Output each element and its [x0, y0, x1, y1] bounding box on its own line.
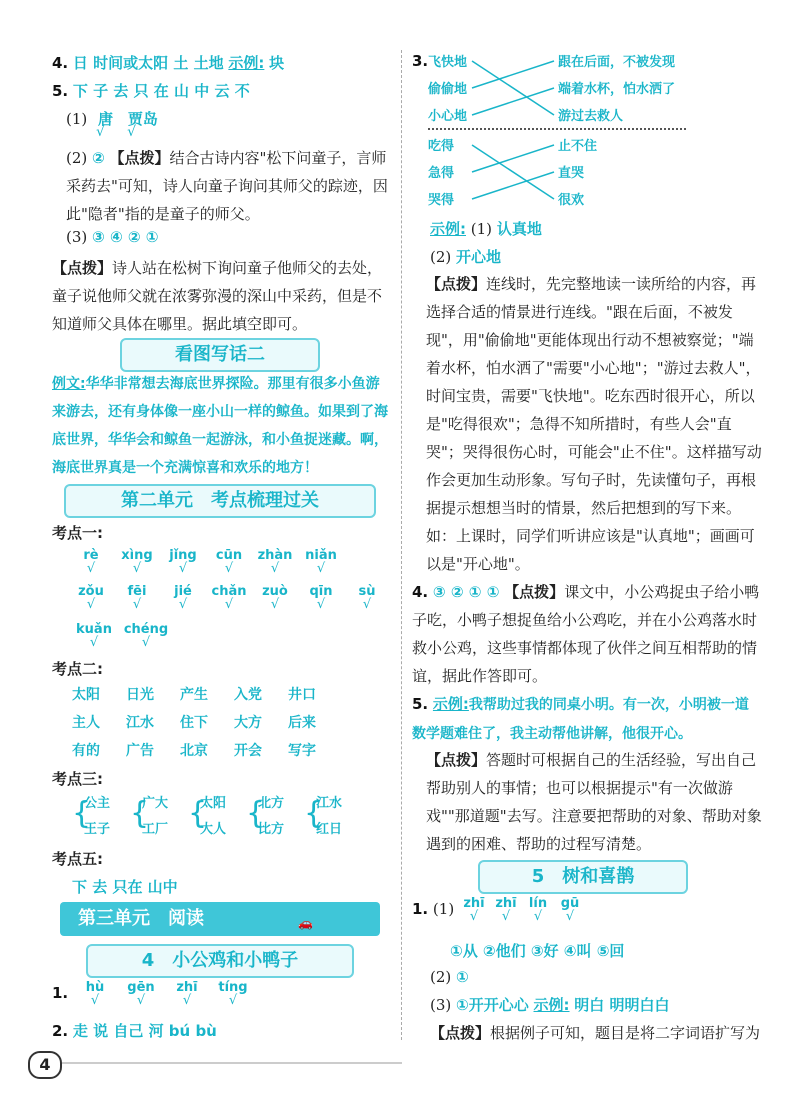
q5-2-tip-text: 结合古诗内容"松下问童子，言师采药去"可知，诗人向童子询问其师父的踪迹，因此"隐者"指的是童子的师父。 [66, 149, 388, 223]
r1-3-example-value: 明白 明明白白 [574, 996, 670, 1014]
word-cell: 有的 [72, 743, 100, 759]
q5-1-label: (1) [66, 110, 88, 128]
pair-bottom: 工厂 [142, 822, 169, 837]
r1-3-example-label: 示例: [533, 996, 570, 1014]
check-mark-icon: √ [136, 993, 146, 1008]
pinyin-text: niǎn [305, 548, 337, 563]
r1-3-label: (3) [430, 996, 452, 1014]
check-mark-icon: √ [316, 561, 326, 576]
pair-top: 广大 [142, 796, 169, 811]
left-column [52, 48, 392, 1088]
pinyin-text: zhàn [257, 548, 293, 563]
pinyin-answer [122, 622, 170, 649]
word-cell: 入党 [234, 687, 262, 703]
essay-label: 例文: [52, 376, 86, 392]
q5-3-answer: ③ ④ ② ① [92, 228, 159, 246]
r-q5-tip-label: 【点拨】 [426, 751, 487, 769]
match-left-item: 吃得 [428, 139, 455, 154]
r-ex1-value: 认真地 [496, 220, 542, 238]
check-mark-icon: √ [178, 561, 188, 576]
check-mark-icon: √ [141, 635, 151, 650]
check-mark-icon: √ [178, 597, 188, 612]
pinyin-answer [300, 584, 342, 611]
r-q5-tip [426, 746, 762, 858]
pinyin-answer [524, 896, 552, 923]
pinyin-answer [116, 584, 158, 611]
pinyin-text: lín [528, 896, 548, 911]
check-mark-icon: √ [469, 909, 479, 924]
kaodian5-answer: 下 去 只在 山中 [72, 878, 178, 896]
brace-icon: { [246, 796, 266, 831]
match-left-item: 飞快地 [428, 55, 468, 70]
pinyin-answer [120, 980, 162, 1007]
banner-lesson5: 5 树和喜鹊 [478, 860, 688, 894]
pinyin-group-1 [70, 548, 390, 668]
pinyin-answer [74, 980, 116, 1007]
matching-diagram-1 [428, 48, 708, 128]
page-number: 4 [28, 1051, 62, 1079]
q5-3-tip-label: 【点拨】 [52, 259, 113, 277]
pinyin-answer [254, 548, 296, 575]
r-ex1-line [430, 218, 542, 239]
match-right-item: 止不住 [558, 139, 598, 154]
check-mark-icon: √ [89, 635, 99, 650]
q4-answer: 日 时间或太阳 土 土地 [72, 54, 224, 72]
banner-picture-writing: 看图写话二 [120, 338, 320, 372]
word-cell: 后来 [288, 715, 316, 731]
pair-table [72, 792, 392, 842]
pinyin-text: chéng [123, 622, 169, 637]
r1-3-line [430, 994, 670, 1015]
banner-unit3 [60, 902, 380, 936]
r1-tip-label: 【点拨】 [430, 1024, 491, 1042]
word-cell: 北京 [180, 743, 208, 759]
match-right-item: 游过去救人 [558, 109, 624, 124]
check-mark-icon: √ [228, 993, 238, 1008]
check-mark-icon: √ [86, 561, 96, 576]
pair-bottom: 红日 [316, 822, 343, 837]
q4-number: 4. [52, 54, 69, 72]
r-q5-example-label: 示例: [432, 695, 469, 713]
match-left-item: 急得 [428, 166, 455, 181]
pinyin-text: qīn [309, 584, 333, 599]
word-cell: 日光 [126, 687, 154, 703]
check-mark-icon: √ [501, 909, 511, 924]
r1-tip-line [430, 1022, 760, 1043]
r-q4-tip-label: 【点拨】 [504, 583, 565, 601]
pinyin-answer [212, 980, 254, 1007]
pinyin-text: zhī [176, 980, 198, 995]
pinyin-answer [208, 584, 250, 611]
match-right-item: 直哭 [558, 166, 585, 181]
check-mark-icon: √ [533, 909, 543, 924]
r-q3-number [412, 52, 428, 70]
q5-3-label: (3) [66, 228, 88, 246]
q5-2-answer: ② [92, 149, 105, 167]
word-cell: 太阳 [72, 687, 100, 703]
pinyin-answer [460, 896, 488, 923]
brace-icon: { [130, 796, 150, 831]
q5-2-block [66, 144, 392, 228]
pinyin-answer [300, 548, 342, 575]
pair-top: 江水 [316, 796, 343, 811]
l-q1-line [52, 984, 68, 1002]
l-q2-number: 2. [52, 1022, 69, 1040]
pinyin-answer [492, 896, 520, 923]
check-mark-icon: √ [316, 597, 326, 612]
word-cell: 井口 [288, 687, 316, 703]
r-ex2-line [430, 246, 501, 267]
match-line [472, 61, 554, 115]
r-ex1-label: (1) [470, 220, 493, 238]
pinyin-text: zuò [262, 584, 288, 599]
q5-3-tip [52, 254, 392, 338]
page-footer-bar [62, 1062, 402, 1064]
word-cell: 主人 [72, 715, 100, 731]
matching-diagram-2 [428, 132, 688, 206]
banner-lesson4: 4 小公鸡和小鸭子 [86, 944, 354, 978]
r-ex-label: 示例: [430, 220, 466, 238]
r-q3-tip [426, 270, 762, 578]
word-cell: 产生 [180, 687, 208, 703]
r-q3-tip-text: 连线时，先完整地读一读所给的内容，再选择合适的情景进行连线。"跟在后面，不被发现"，用"偷偷地"更能体现出行动不想被察觉；"端着水杯，怕水洒了"需要"小心地"；"游过去救人"，时间宝贵，需要"飞快地"。吃东西时很开心，所以是"吃得很欢"；急得不知所措时，有些人会"直哭"；哭得很伤心时，可能会"止不住"。这样描写动作会更加生动形象。写句子时，先读懂句子，再根据提示想想当时的情景，然后把想到的写下来。如：上课时，同学们听讲应该是"认真地"；画画可以是"开心地"。 [426, 275, 762, 573]
q5-1-answer-a: 唐 [98, 110, 114, 128]
r-q4-tip-text: 课文中，小公鸡捉虫子给小鸭子吃，小鸭子想捉鱼给小公鸡吃，并在小公鸡落水时救小公鸡，这些事情都体现了伙伴之间互相帮助的情谊，据此作答即可。 [412, 583, 760, 685]
r1-1-label: (1) [432, 900, 455, 918]
right-column [412, 48, 762, 1088]
check-mark-icon: √ [224, 597, 234, 612]
pinyin-text: chǎn [211, 584, 247, 599]
q5-2-tip-label: 【点拨】 [109, 149, 170, 167]
pinyin-text: jié [174, 584, 192, 599]
pinyin-text: kuǎn [76, 622, 112, 637]
r1-3-answer: ①开开心心 [456, 996, 529, 1014]
q5-number: 5. [52, 82, 69, 100]
banner-unit3-title: 第三单元 阅读 [78, 908, 204, 929]
match-right-item: 端着水杯，怕水洒了 [558, 82, 676, 97]
banner-unit2: 第二单元 考点梳理过关 [64, 484, 376, 518]
pair-bottom: 大人 [200, 822, 227, 837]
pair-top: 公主 [84, 796, 111, 811]
r-ex2-label: (2) [430, 248, 452, 266]
pinyin-text: zhī [495, 896, 517, 911]
q4-line [52, 52, 284, 73]
pinyin-text: sù [358, 584, 376, 599]
essay-text: 华华非常想去海底世界探险。那里有很多小鱼游来游去，还有身体像一座小山一样的鲸鱼。如果到了海底世界，华华会和鲸鱼一起游泳，和小鱼捉迷藏。啊，海底世界真是一个充满惊喜和欢乐的地方！ [52, 376, 388, 476]
l-q1-pinyin [74, 980, 314, 1012]
pinyin-answer [208, 548, 250, 575]
l-q2-answer: 走 说 自己 河 bú bù [72, 1022, 217, 1040]
pinyin-text: tíng [218, 980, 248, 995]
word-cell: 广告 [126, 743, 154, 759]
pinyin-answer [70, 622, 118, 649]
l-q1-number: 1. [52, 984, 69, 1002]
pinyin-text: gū [560, 896, 580, 911]
pinyin-answer [162, 548, 204, 575]
pinyin-answer [162, 584, 204, 611]
r-ex2-value: 开心地 [456, 248, 502, 266]
match-line [472, 61, 554, 88]
pinyin-text: zhī [463, 896, 485, 911]
r-q5-tip-text: 答题时可根据自己的生活经验，写出自己帮助别人的事情；也可以根据提示"有一次做游戏""那道题"去写。注意要把帮助的对象、帮助对象遇到的困难、帮助的过程写清楚。 [426, 751, 762, 853]
word-cell: 写字 [288, 743, 316, 759]
check-mark-icon: √ √ [96, 124, 137, 140]
check-mark-icon: √ [132, 597, 142, 612]
check-mark-icon: √ [132, 561, 142, 576]
match-line [472, 145, 554, 199]
q4-example-label: 示例: [228, 54, 265, 72]
match-left-item: 小心地 [428, 109, 468, 124]
r-q5-number: 5. [412, 695, 429, 713]
q5-3-line [66, 228, 159, 246]
q5-1-answer-b: 贾岛 [127, 110, 158, 128]
l-q2-line [52, 1020, 217, 1041]
check-mark-icon: √ [565, 909, 575, 924]
q4-example-value: 块 [269, 54, 285, 72]
pinyin-answer [70, 548, 112, 575]
pair-top: 北方 [258, 796, 285, 811]
match-line [472, 145, 554, 172]
match-left-item: 哭得 [428, 193, 455, 206]
pinyin-text: xìng [121, 548, 153, 563]
car-icon: 🚗 [298, 916, 313, 930]
check-mark-icon: √ [86, 597, 96, 612]
pinyin-answer [70, 584, 112, 611]
column-divider [401, 50, 402, 1040]
pair-bottom: 王子 [84, 822, 111, 837]
r-q4-answer: ③ ② ① ① [432, 583, 500, 601]
pinyin-text: cūn [215, 548, 243, 563]
pinyin-text: zǒu [78, 584, 104, 599]
pair-top: 太阳 [200, 796, 227, 811]
r-q5-example-answer: 我帮助过我的同桌小明。有一次，小明被一道数学题难住了，我主动帮他讲解，他很开心。 [412, 697, 749, 742]
q5-line [52, 80, 250, 101]
q5-answer: 下 子 去 只 在 山 中 云 不 [72, 82, 250, 100]
r1-pinyin [460, 896, 660, 928]
brace-icon: { [304, 796, 324, 831]
match-right-item: 很欢 [558, 193, 585, 206]
r1-line [412, 900, 454, 918]
word-cell: 大方 [234, 715, 262, 731]
match-line [472, 172, 554, 199]
pinyin-text: fēi [127, 584, 147, 599]
r-q4-block [412, 578, 762, 690]
r-q4-number: 4. [412, 583, 429, 601]
kaodian1-label: 考点一: [52, 524, 103, 542]
word-table [72, 684, 392, 768]
pinyin-answer [556, 896, 584, 923]
match-left-item: 偷偷地 [428, 82, 468, 97]
word-cell: 住下 [180, 715, 208, 731]
brace-icon: { [188, 796, 208, 831]
check-mark-icon: √ [362, 597, 372, 612]
check-mark-icon: √ [90, 993, 100, 1008]
word-cell: 江水 [126, 715, 154, 731]
brace-icon: { [72, 796, 92, 831]
r-q3-tip-label: 【点拨】 [426, 275, 487, 293]
pinyin-answer [116, 548, 158, 575]
pinyin-text: rè [83, 548, 99, 563]
pinyin-text: jǐng [169, 548, 197, 563]
pinyin-answer [166, 980, 208, 1007]
r1-2-label: (2) [430, 968, 452, 986]
pinyin-answer [346, 584, 388, 611]
q5-2-label: (2) [66, 149, 88, 167]
essay-block [52, 370, 392, 482]
match-line [472, 88, 554, 115]
check-mark-icon: √ [270, 597, 280, 612]
pinyin-text: hù [85, 980, 105, 995]
pinyin-answer [254, 584, 296, 611]
word-cell: 开会 [234, 743, 262, 759]
r1-answers: ①从 ②他们 ③好 ④叫 ⑤回 [450, 942, 625, 960]
r-q5-block [412, 690, 762, 748]
kaodian2-label: 考点二: [52, 660, 103, 678]
dotted-separator [428, 128, 686, 130]
r1-number: 1. [412, 900, 429, 918]
q5-3-tip-text: 诗人站在松树下询问童子他师父的去处，童子说他师父就在浓雾弥漫的深山中采药，但是不知道师父具体在哪里。据此填空即可。 [52, 259, 383, 333]
r1-2-line [430, 968, 469, 986]
match-right-item: 跟在后面，不被发现 [558, 55, 676, 70]
r-q3-number-text: 3. [412, 52, 429, 70]
kaodian5-label: 考点五: [52, 850, 103, 868]
pinyin-text: gēn [127, 980, 155, 995]
pair-bottom: 比方 [258, 822, 285, 837]
check-mark-icon: √ [224, 561, 234, 576]
r1-tip-text: 根据例子可知，题目是将二字词语扩写为 [490, 1024, 761, 1042]
check-mark-icon: √ [270, 561, 280, 576]
kaodian3-label: 考点三: [52, 770, 103, 788]
r1-2-answer: ① [456, 968, 469, 986]
check-mark-icon: √ [182, 993, 192, 1008]
